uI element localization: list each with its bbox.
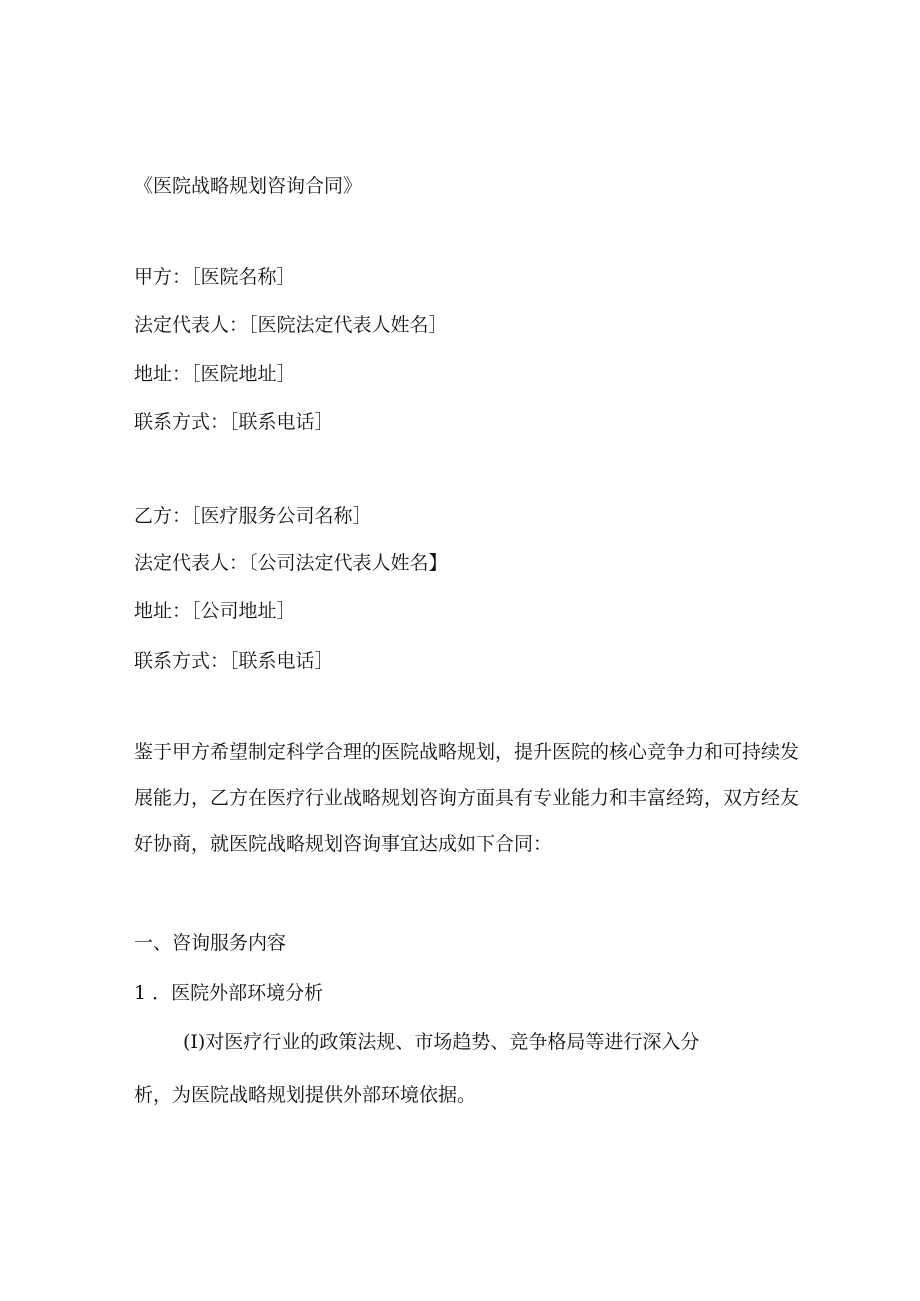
preamble-line: 展能力，乙方在医疗行业战略规划咨询方面具有专业能力和丰富经筠，双方经友 (134, 787, 800, 809)
contract-title: 《医院战略规划咨询合同》 (134, 175, 363, 197)
party-a-name: 甲方：［医院名称］ (134, 266, 296, 288)
party-b-name: 乙方：［医疗服务公司名称］ (134, 505, 372, 527)
party-b-representative: 法定代表人：〔公司法定代表人姓名】 (134, 552, 448, 574)
item-text-line: (I)对医疗行业的政策法规、市场趋势、竞争格局等进行深入分 (183, 1031, 700, 1053)
party-b-contact: 联系方式：［联系电话］ (134, 650, 334, 672)
preamble-line: 鉴于甲方希望制定科学合理的医院战略规划，提升医院的核心竞争力和可持续发 (134, 741, 800, 763)
preamble-line: 好协商，就医院战略规划咨询事宜达成如下合同： (134, 833, 553, 855)
party-a-contact: 联系方式：［联系电话］ (134, 411, 334, 433)
party-b-address: 地址：［公司地址］ (134, 600, 296, 622)
party-a-address: 地址：［医院地址］ (134, 363, 296, 385)
item-text-line: 析，为医院战略规划提供外部环境依据。 (134, 1084, 477, 1106)
preamble-paragraph (134, 729, 800, 867)
party-a-representative: 法定代表人：［医院法定代表人姓名］ (134, 314, 448, 336)
section-heading: 一、咨询服务内容 (134, 932, 287, 954)
item-heading: 1 ．医院外部环境分析 (134, 982, 324, 1004)
